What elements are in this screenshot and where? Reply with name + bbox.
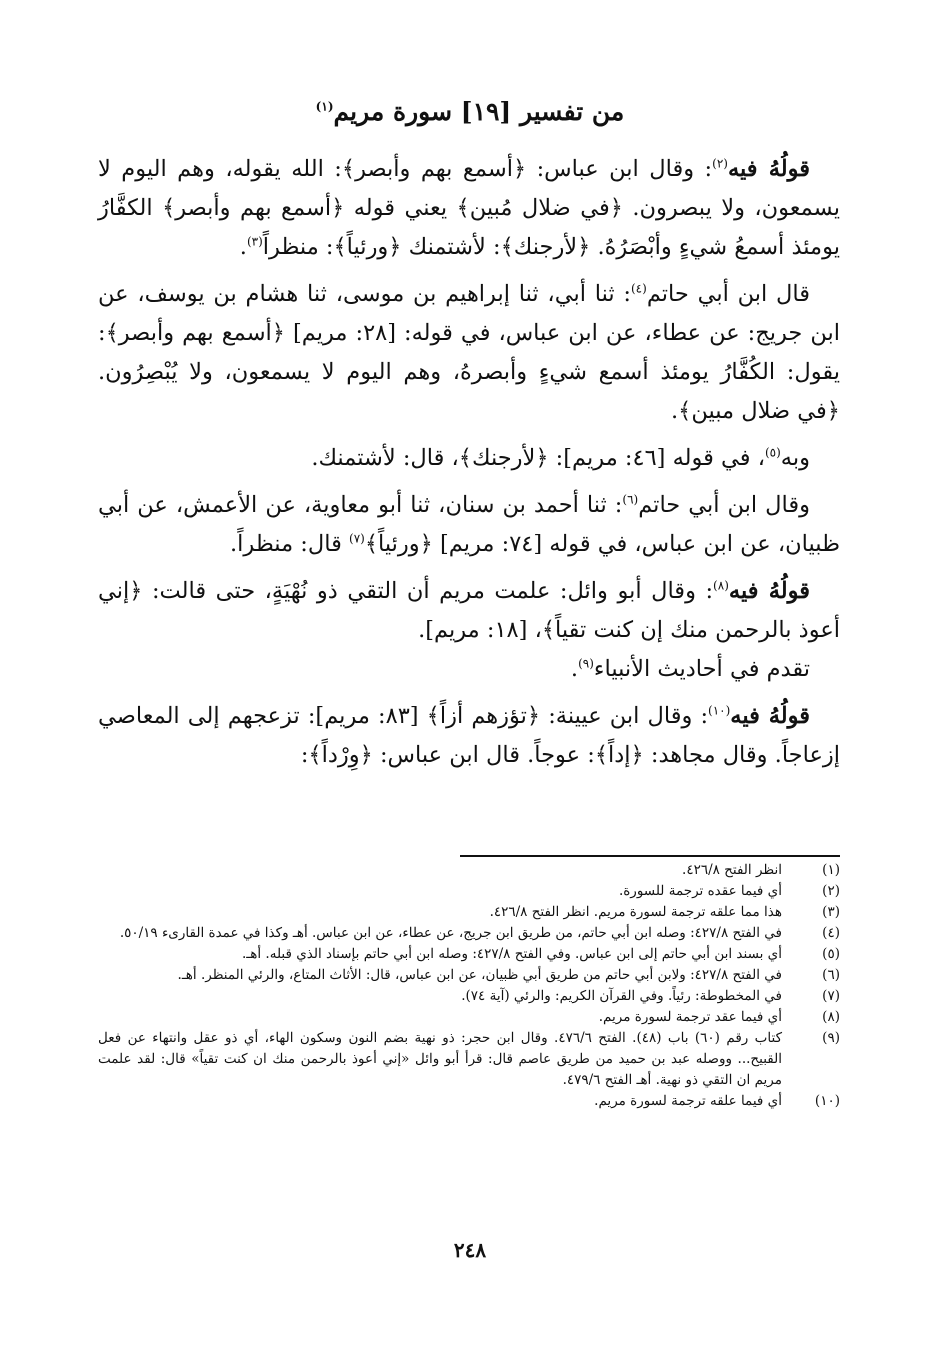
footnote xyxy=(98,1028,840,1091)
paragraph-1 xyxy=(98,150,840,267)
paragraph-text: : وقال ابن عباس: ﴿أسمع بهم وأبصر﴾: الله يقوله، وهم اليوم لا يسمعون، ولا يبصرون. ﴿في ضلال مُبين﴾ يعني قوله ﴿أسمع بهم وأبصر﴾ الكفَّارُ يومئذ أسمعُ شيءٍ وأبْصَرُهُ. ﴿لأرجنك﴾: لأشتمنك ﴿ورئياً﴾: منظراً xyxy=(98,156,840,260)
footnote-number: (١) xyxy=(822,862,840,878)
paragraph-2 xyxy=(98,275,840,431)
paragraph-tail: . xyxy=(570,656,579,682)
paragraph-6 xyxy=(98,650,840,689)
footnote xyxy=(98,1091,840,1112)
footnote-text: في الفتح ٤٢٧/٨: وصله ابن أبي حاتم، من طريق ابن جريج، عن عطاء، عن ابن عباس. أهـ وكذا في عمدة القارىء ٥٠/١٩. xyxy=(119,925,782,941)
footnote-ref: (٨) xyxy=(713,578,729,593)
footnote-number: (٤) xyxy=(822,925,840,941)
paragraph-lead: قولُهُ فيه xyxy=(728,578,810,604)
footnote xyxy=(98,902,840,923)
paragraph-7 xyxy=(98,697,840,775)
footnote-number: (٩) xyxy=(822,1030,840,1046)
footnote-ref: (٣) xyxy=(246,234,263,249)
footnote-number: (٧) xyxy=(822,988,840,1004)
footnote-text: أي فيما عقده ترجمة للسورة. xyxy=(618,883,782,899)
header-footnote-ref: (١) xyxy=(315,99,334,114)
paragraph-lead: قولُهُ فيه xyxy=(730,703,810,729)
footnote-number: (٣) xyxy=(822,904,840,920)
paragraph-tail: قال: منظراً. xyxy=(230,531,349,557)
footnote-text: في الفتح ٤٢٧/٨: ولابن أبي حاتم من طريق أبي ظبيان، عن ابن عباس، قال: الأثاث المتاع، والرئي المنظر. أهـ. xyxy=(177,967,782,983)
paragraph-4 xyxy=(98,486,840,564)
footnote-ref: (١٠) xyxy=(708,703,731,718)
paragraph-lead: وبه xyxy=(780,445,810,471)
footnote-text: كتاب رقم (٦٠) باب (٤٨). الفتح ٤٧٦/٦. وقال ابن حجر: ذو نهية بضم النون وسكون الهاء، أي ذو عقل وانتهاء عن فعل القبيح... ووصله عبد بن حميد من طريق عاصم قال: قرأ أبو وائل «إني أعوذ بالرحمن منك ان كنت تقياً» قال: لقد علمت مريم ان التقي ذو نهية. أهـ الفتح ٤٧٩/٦. xyxy=(98,1030,783,1088)
footnote-ref: (٤) xyxy=(630,281,647,296)
paragraph-3 xyxy=(98,439,840,478)
footnote-text: هذا مما علقه ترجمة لسورة مريم. انظر الفتح ٤٢٦/٨. xyxy=(489,904,782,920)
footnote-number: (١٠) xyxy=(814,1093,840,1109)
footnote-ref: (٦) xyxy=(622,492,639,507)
main-text xyxy=(98,150,840,783)
footnote-ref: (٧) xyxy=(349,531,365,546)
page-number: ٢٤٨ xyxy=(453,1238,487,1262)
paragraph-lead: قولُهُ فيه xyxy=(727,156,810,182)
footnote-ref: (٥) xyxy=(764,445,781,460)
paragraph-text: : وقال ابن عيينة: ﴿تؤزهم أزاً﴾ [٨٣: مريم]: تزعجهم إلى المعاصي إزعاجاً. وقال مجاهد: ﴿إداً﴾: عوجاً. قال ابن عباس: ﴿وِرْداً﴾: xyxy=(98,703,840,768)
paragraph-lead: وقال ابن أبي حاتم xyxy=(638,492,810,518)
paragraph-text: : ثنا أبي، ثنا إبراهيم بن موسى، ثنا هشام بن يوسف، عن ابن جريج: عن عطاء، عن ابن عباس، في قوله: [٢٨: مريم] ﴿أسمع بهم وأبصر﴾: يقول: الكُفَّارُ يومئذ أسمع شيءٍ وأبصرهُ، وهم اليوم لا يسمعون، ولا يُبْصِرُون. ﴿في ضلال مبين﴾. xyxy=(98,281,840,424)
footnote-text: في المخطوطة: رئياً. وفي القرآن الكريم: والرئي (آية ٧٤). xyxy=(461,988,782,1004)
footnote-text: انظر الفتح ٤٢٦/٨. xyxy=(682,862,782,878)
paragraph-text: ، في قوله [٤٦: مريم]: ﴿لأرجنك﴾، قال: لأشتمنك. xyxy=(311,445,765,471)
footnote xyxy=(98,1007,840,1028)
footnote-divider xyxy=(460,855,840,857)
page-header xyxy=(0,92,940,132)
header-title: من تفسير [١٩] سورة مريم xyxy=(333,97,625,126)
footnote-ref: (٢) xyxy=(712,156,728,171)
footnote xyxy=(98,923,840,944)
footnote-number: (٦) xyxy=(822,967,840,983)
paragraph-text: تقدم في أحاديث الأنبياء xyxy=(593,656,810,682)
footnote-ref: (٩) xyxy=(578,656,594,671)
footnote-number: (٨) xyxy=(822,1009,840,1025)
paragraph-text: : وقال أبو وائل: علمت مريم أن التقي ذو نُهْيَةٍ، حتى قالت: ﴿إني أعوذ بالرحمن منك إن كنت تقياً﴾، [١٨: مريم]. xyxy=(98,578,840,643)
footnote xyxy=(98,881,840,902)
footnote xyxy=(98,944,840,965)
footnote-text: أي فيما عقد ترجمة لسورة مريم. xyxy=(598,1009,782,1025)
paragraph-tail: . xyxy=(239,234,247,260)
footnote-number: (٥) xyxy=(822,946,840,962)
footnote xyxy=(98,986,840,1007)
paragraph-lead: قال ابن أبي حاتم xyxy=(646,281,810,307)
footnote xyxy=(98,860,840,881)
footnote-text: أي بسند ابن أبي حاتم إلى ابن عباس. وفي الفتح ٤٢٧/٨: وصله ابن أبي حاتم بإسناد الذي قبله. أهـ. xyxy=(242,946,782,962)
footnote-number: (٢) xyxy=(822,883,840,899)
paragraph-text: : ثنا أحمد بن سنان، ثنا أبو معاوية، عن الأعمش، عن أبي ظبيان، عن ابن عباس، في قوله [٧٤: مريم] ﴿ورئياً﴾ xyxy=(98,492,840,557)
footnote-text: أي فيما علقه ترجمة لسورة مريم. xyxy=(594,1093,782,1109)
footnote xyxy=(98,965,840,986)
footnotes xyxy=(98,860,840,1112)
paragraph-5 xyxy=(98,572,840,650)
